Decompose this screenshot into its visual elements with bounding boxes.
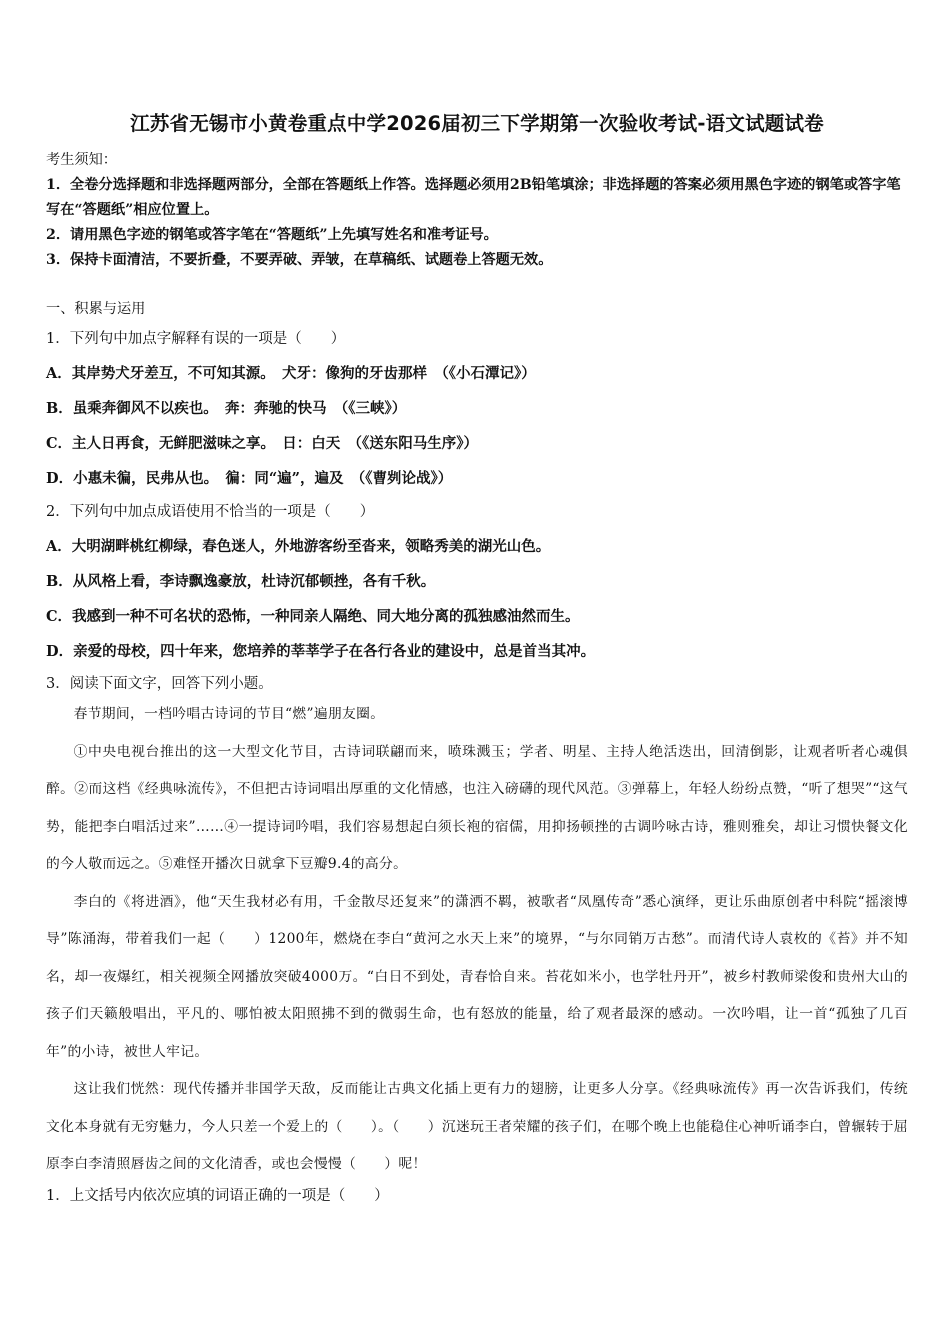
passage-paragraph: ①中央电视台推出的这一大型文化节目，古诗词联翩而来，喷珠溅玉；学者、明星、主持人绝活迭出，回清倒影，让观者听者心魂俱醉。②而这档《经典咏流传》，不但把古诗词唱出厚重的文化情感，也注入磅礴的现代风范。③弹幕上，年轻人纷纷点赞，“听了想哭”“这气势，能把李白唱活过来”……④一提诗词吟唱，我们容易想起白须长袍的宿儒，用抑扬顿挫的古调吟咏古诗，雅则雅矣，却让习惯快餐文化的今人敬而远之。⑤难怪开播次日就拿下豆瓣9.4的高分。 bbox=[46, 743, 908, 872]
reading-passage bbox=[46, 696, 908, 1184]
passage-paragraph: 这让我们恍然：现代传播并非国学天敌，反而能让古典文化插上更有力的翅膀，让更多人分享。《经典咏流传》再一次告诉我们，传统文化本身就有无穷魅力，今人只差一个爱上的（ ）。（ ）沉迷玩王者荣耀的孩子们，在哪个晚上也能稳住心神听诵李白，曾辗转于屈原李白李清照唇齿之间的文化清香，或也会慢慢（ ）呢！ bbox=[46, 1081, 908, 1172]
notice-item: 3．保持卡面清洁，不要折叠，不要弄破、弄皱，在草稿纸、试题卷上答题无效。 bbox=[46, 252, 553, 268]
question-stem: 3．阅读下面文字，回答下列小题。 bbox=[46, 676, 273, 692]
option-a: A．大明湖畔桃红柳绿，春色迷人，外地游客纷至沓来，领略秀美的湖光山色。 bbox=[46, 538, 551, 555]
option-a: A．其岸势犬牙差互，不可知其源。 犬牙：像狗的牙齿那样 （《小石潭记》） bbox=[46, 365, 536, 382]
question-2 bbox=[46, 500, 908, 664]
question-stem: 1．下列句中加点字解释有误的一项是（ ） bbox=[46, 331, 346, 347]
question-1 bbox=[46, 327, 908, 491]
section-title: 一、积累与运用 bbox=[46, 301, 146, 317]
option-d: D．小惠未徧，民弗从也。 徧：同“遍”，遍及 （《曹刿论战》） bbox=[46, 470, 453, 487]
notice-item: 1．全卷分选择题和非选择题两部分，全部在答题纸上作答。选择题必须用2B铅笔填涂；非选择题的答案必须用黑色字迹的钢笔或答字笔写在“答题纸”相应位置上。 bbox=[46, 177, 901, 218]
sub-question: 1．上文括号内依次应填的词语正确的一项是（ ） bbox=[46, 1187, 389, 1204]
candidate-notice bbox=[46, 148, 908, 273]
question-3 bbox=[46, 672, 908, 1208]
passage-paragraph: 李白的《将进酒》，他“天生我材必有用，千金散尽还复来”的潇洒不羁，被歌者“凤凰传奇”悉心演绎，更让乐曲原创者中科院“摇滚博导”陈涌海，带着我们一起（ ）1200年，燃烧在李白“黄河之水天上来”的境界，“与尔同销万古愁”。而清代诗人袁枚的《苔》并不知名，却一夜爆红，相关视频全网播放突破4000万。“白日不到处，青春恰自来。苔花如米小，也学牡丹开”，被乡村教师梁俊和贵州大山的孩子们天籁般唱出，平凡的、哪怕被太阳照拂不到的微弱生命，也有怒放的能量，给了观者最深的感动。一次吟唱，让一首“孤独了几百年”的小诗，被世人牢记。 bbox=[46, 893, 908, 1060]
option-b: B．从风格上看，李诗飘逸豪放，杜诗沉郁顿挫，各有千秋。 bbox=[46, 573, 436, 590]
option-c: C．我感到一种不可名状的恐怖，一种同亲人隔绝、同大地分离的孤独感油然而生。 bbox=[46, 608, 580, 625]
option-b: B．虽乘奔御风不以疾也。 奔：奔驰的快马 （《三峡》） bbox=[46, 400, 407, 417]
notice-heading: 考生须知： bbox=[46, 152, 117, 168]
option-d: D．亲爱的母校，四十年来，您培养的莘莘学子在各行各业的建设中，总是首当其冲。 bbox=[46, 643, 596, 660]
question-stem: 2．下列句中加点成语使用不恰当的一项是（ ） bbox=[46, 504, 375, 520]
exam-page bbox=[46, 108, 908, 1208]
option-c: C．主人日再食，无鲜肥滋味之享。 日：白天 （《送东阳马生序》） bbox=[46, 435, 479, 452]
passage-paragraph: 春节期间，一档吟唱古诗词的节目“燃”遍朋友圈。 bbox=[73, 706, 385, 722]
notice-item: 2．请用黑色字迹的钢笔或答字笔在“答题纸”上先填写姓名和准考证号。 bbox=[46, 227, 498, 243]
exam-title: 江苏省无锡市小黄卷重点中学2026届初三下学期第一次验收考试-语文试题试卷 bbox=[130, 112, 824, 135]
